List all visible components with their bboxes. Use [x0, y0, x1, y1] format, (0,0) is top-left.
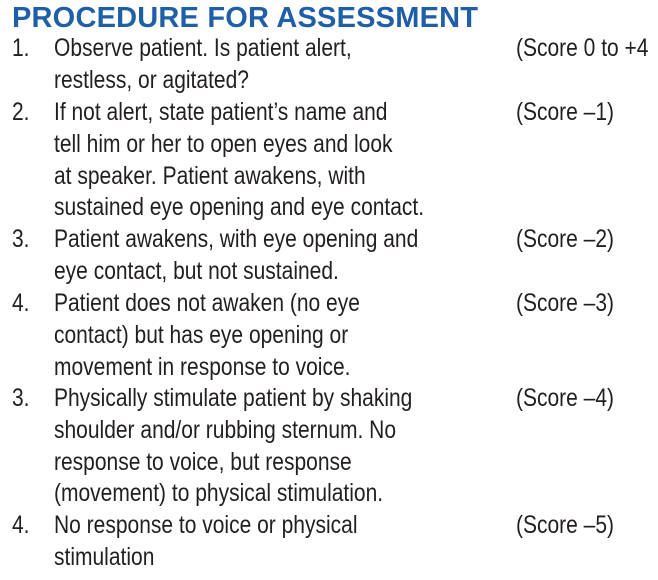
step-number: 3. [12, 225, 30, 253]
step-text-line: at speaker. Patient awakens, with [54, 161, 366, 190]
step-text-line: tell him or her to open eyes and look [54, 129, 393, 158]
section-heading: PROCEDURE FOR ASSESSMENT [12, 2, 479, 34]
step-number: 4. [12, 511, 30, 539]
step-score: (Score –4) [516, 384, 615, 412]
step-text-line: No response to voice or physical [54, 511, 358, 539]
step-text-line: response to voice, but response [54, 447, 352, 476]
step-text [54, 97, 474, 224]
step-number: 1. [12, 34, 30, 62]
step-text-line: Observe patient. Is patient alert, [54, 34, 352, 62]
step-score: (Score –2) [516, 225, 615, 253]
step-score: (Score –5) [516, 511, 615, 539]
step-text-line: Patient awakens, with eye opening and [54, 225, 419, 253]
step-text-line: If not alert, state patient’s name and [54, 98, 388, 126]
step-text-line: eye contact, but not sustained. [54, 256, 339, 285]
step-number: 4. [12, 289, 30, 317]
step-text [54, 33, 474, 97]
step-text-line: Patient does not awaken (no eye [54, 289, 360, 317]
assessment-procedure [12, 0, 658, 580]
step-text-line: movement in response to voice. [54, 352, 351, 381]
step-text [54, 224, 474, 288]
step-score: (Score –3) [516, 289, 615, 317]
step-text-line: Physically stimulate patient by shaking [54, 384, 413, 412]
step-score: (Score –1) [516, 98, 615, 126]
step-text-line: restless, or agitated? [54, 65, 249, 94]
step-text [54, 510, 474, 574]
step-text-line: contact) but has eye opening or [54, 320, 349, 349]
step-text-line: shoulder and/or rubbing sternum. No [54, 415, 397, 444]
step-score: (Score 0 to +4 [516, 34, 649, 62]
step-text-line: (movement) to physical stimulation. [54, 479, 384, 508]
step-number: 3. [12, 384, 30, 412]
step-text-line: stimulation [54, 542, 155, 571]
step-text [54, 383, 474, 510]
step-text [54, 288, 474, 383]
step-text-line: sustained eye opening and eye contact. [54, 193, 425, 222]
step-number: 2. [12, 98, 30, 126]
